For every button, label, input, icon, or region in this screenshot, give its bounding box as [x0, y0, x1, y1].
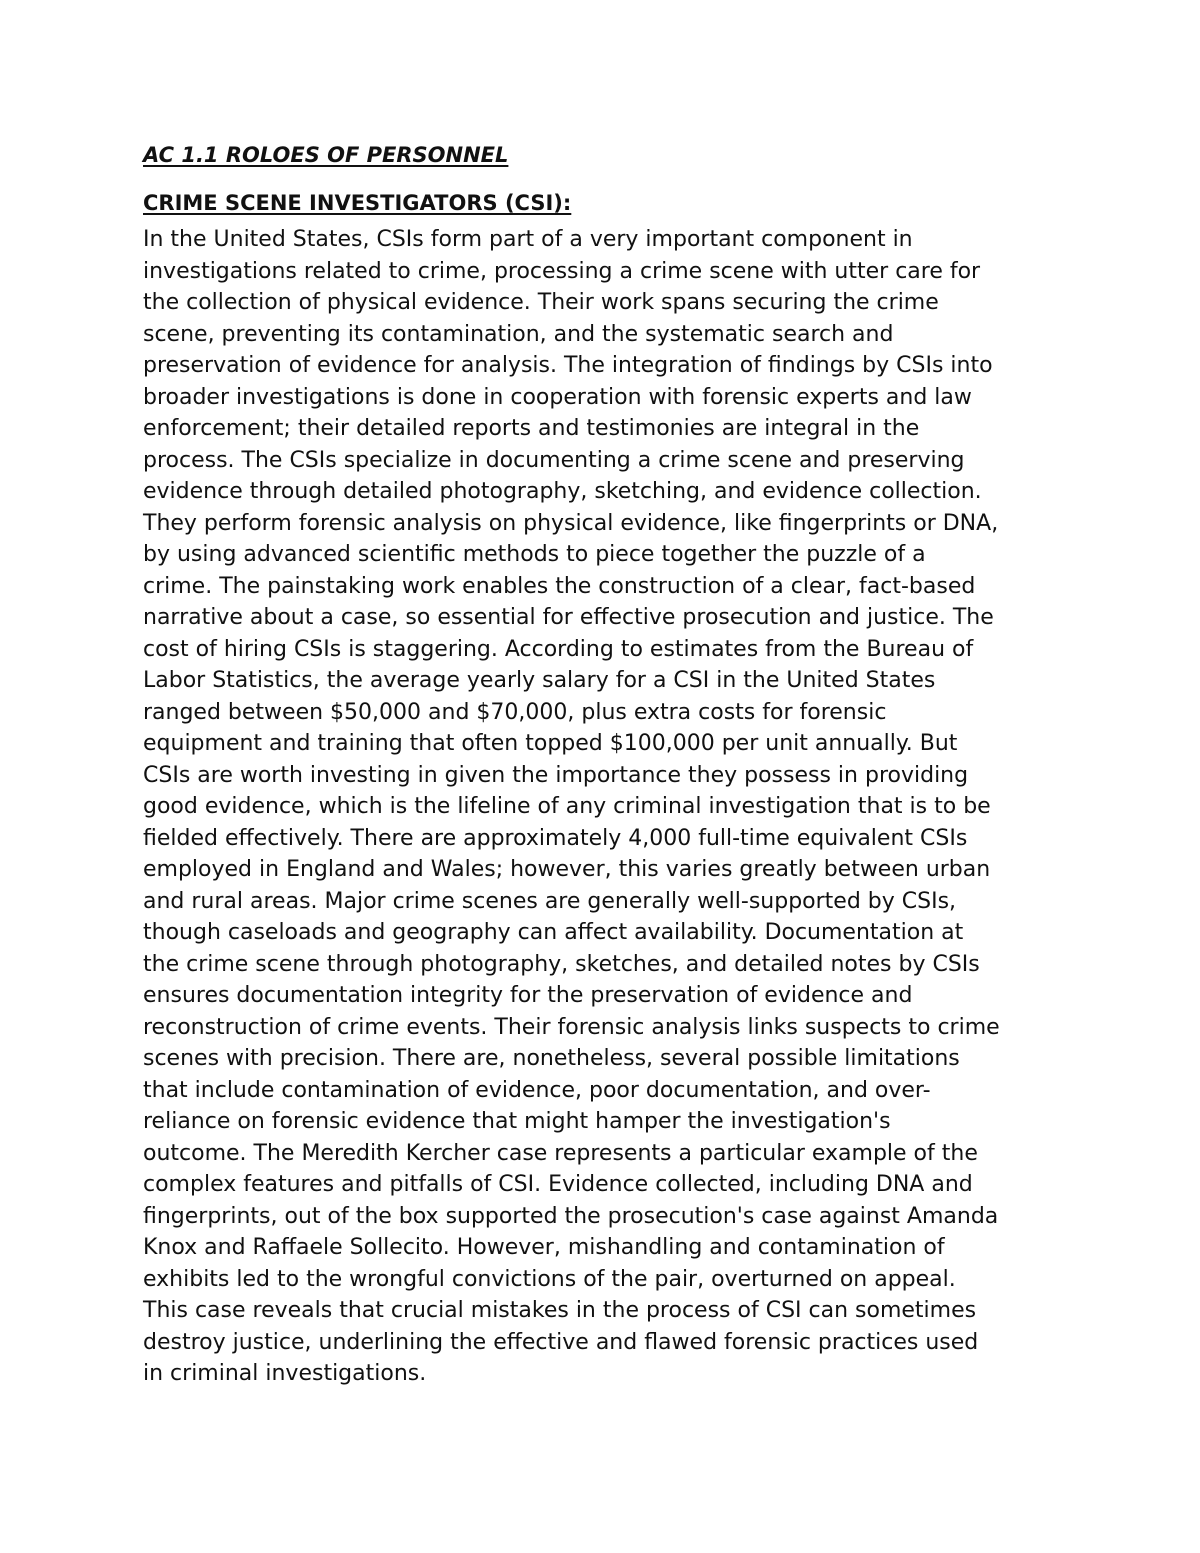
paragraph-line: destroy justice, underlining the effective and flawed forensic practices used — [143, 1329, 979, 1355]
paragraph-line: employed in England and Wales; however, this varies greatly between urban — [143, 857, 991, 882]
paragraph-line: ensures documentation integrity for the preservation of evidence and — [143, 983, 913, 1008]
paragraph-line: the collection of physical evidence. Their work spans securing the crime — [143, 290, 939, 315]
paragraph-line: Labor Statistics, the average yearly salary for a CSI in the United States — [143, 668, 936, 693]
paragraph-line: the crime scene through photography, sketches, and detailed notes by CSIs — [143, 951, 980, 977]
paragraph-line: ranged between $50,000 and $70,000, plus extra costs for forensic — [143, 699, 887, 725]
paragraph-line: good evidence, which is the lifeline of any criminal investigation that is to be — [143, 794, 991, 819]
paragraph-line: investigations related to crime, processing a crime scene with utter care for — [143, 258, 981, 284]
document-content — [143, 138, 1068, 1390]
body-paragraph — [143, 224, 1068, 1390]
paragraph-line: outcome. The Meredith Kercher case represents a particular example of the — [143, 1140, 978, 1166]
paragraph-line: equipment and training that often topped $100,000 per unit annually. But — [143, 731, 958, 756]
paragraph-line: process. The CSIs specialize in documenting a crime scene and preserving — [143, 447, 965, 473]
paragraph-line: They perform forensic analysis on physical evidence, like fingerprints or DNA, — [143, 510, 999, 536]
paragraph-line: This case reveals that crucial mistakes in the process of CSI can sometimes — [143, 1298, 977, 1323]
paragraph-line: reliance on forensic evidence that might hamper the investigation's — [143, 1109, 891, 1134]
paragraph-line: scenes with precision. There are, nonetheless, several possible limitations — [143, 1046, 960, 1071]
paragraph-line: reconstruction of crime events. Their forensic analysis links suspects to crime — [143, 1014, 1000, 1040]
paragraph-line: preservation of evidence for analysis. The integration of findings by CSIs into — [143, 353, 993, 378]
paragraph-line: cost of hiring CSIs is staggering. According to estimates from the Bureau of — [143, 636, 974, 662]
section-heading: CRIME SCENE INVESTIGATORS (CSI): — [143, 191, 572, 215]
document-title: AC 1.1 ROLOES OF PERSONNEL — [143, 143, 509, 167]
paragraph-line: scene, preventing its contamination, and the systematic search and — [143, 321, 894, 347]
paragraph-line: that include contamination of evidence, poor documentation, and over- — [143, 1077, 931, 1103]
paragraph-line: broader investigations is done in cooperation with forensic experts and law — [143, 384, 972, 410]
paragraph-line: exhibits led to the wrongful convictions of the pair, overturned on appeal. — [143, 1266, 956, 1292]
paragraph-line: though caseloads and geography can affect availability. Documentation at — [143, 920, 964, 945]
paragraph-line: and rural areas. Major crime scenes are generally well-supported by CSIs, — [143, 888, 957, 914]
paragraph-line: fingerprints, out of the box supported the prosecution's case against Amanda — [143, 1203, 999, 1229]
paragraph-line: narrative about a case, so essential for effective prosecution and justice. The — [143, 605, 994, 630]
paragraph-line: enforcement; their detailed reports and testimonies are integral in the — [143, 416, 920, 441]
paragraph-line: CSIs are worth investing in given the importance they possess in providing — [143, 762, 969, 788]
paragraph-line: crime. The painstaking work enables the construction of a clear, fact-based — [143, 573, 976, 599]
paragraph-line: by using advanced scientific methods to piece together the puzzle of a — [143, 542, 926, 567]
paragraph-line: complex features and pitfalls of CSI. Evidence collected, including DNA and — [143, 1172, 973, 1197]
paragraph-line: fielded effectively. There are approximately 4,000 full-time equivalent CSIs — [143, 825, 968, 851]
paragraph-line: In the United States, CSIs form part of a very important component in — [143, 227, 913, 252]
paragraph-line: Knox and Raffaele Sollecito. However, mishandling and contamination of — [143, 1235, 945, 1260]
paragraph-line: in criminal investigations. — [143, 1361, 427, 1386]
paragraph-line: evidence through detailed photography, sketching, and evidence collection. — [143, 479, 982, 504]
